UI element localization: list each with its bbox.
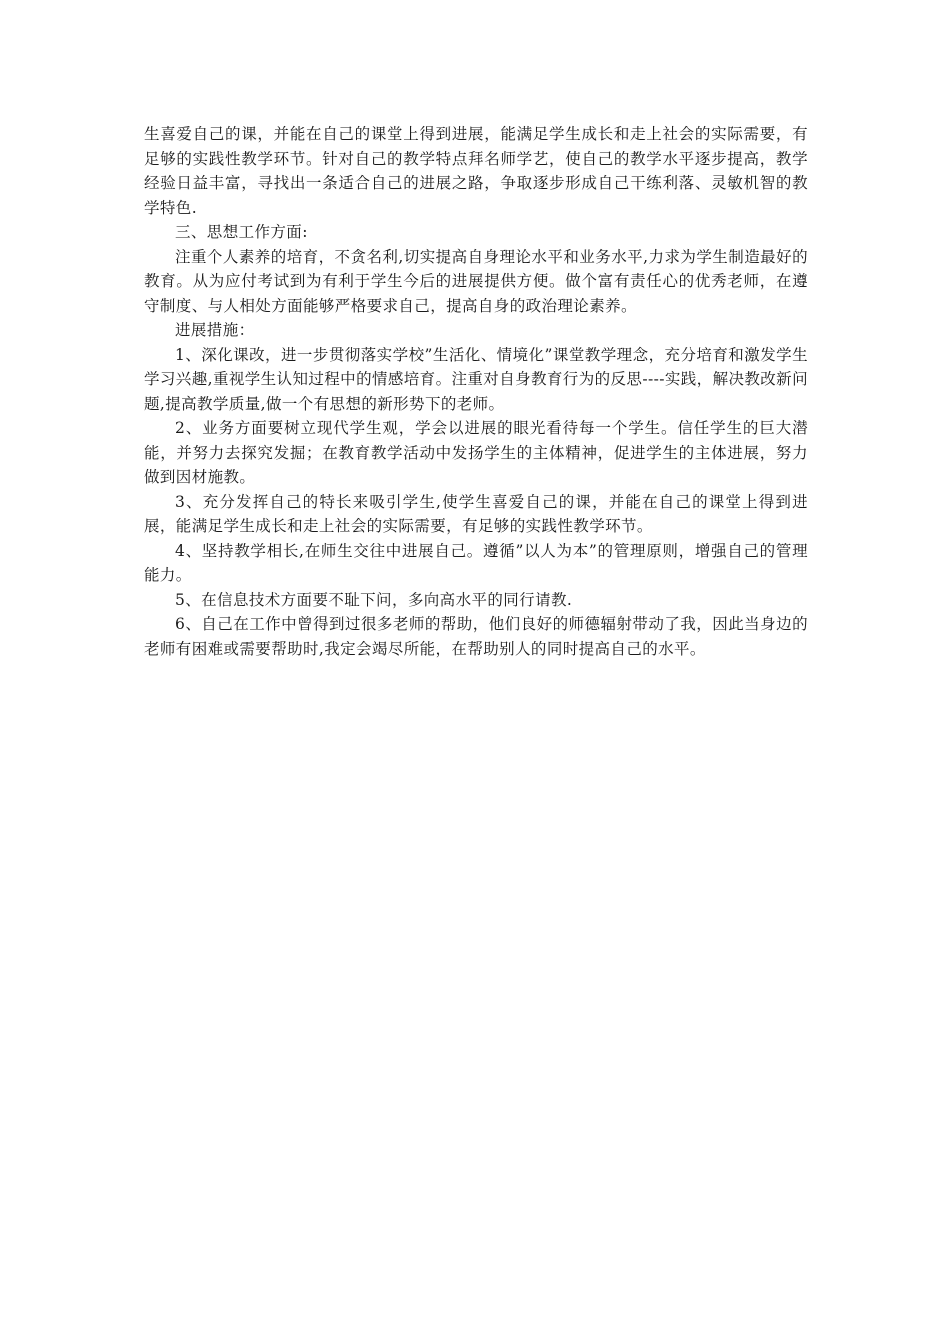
section-heading-ideology: 三、思想工作方面: (175, 223, 308, 241)
measure-item-5: 5、在信息技术方面要不耻下问，多向高水平的同行请教. (175, 590, 573, 609)
paragraph-continuation: 生喜爱自己的课，并能在自己的课堂上得到进展，能满足学生成长和走上社会的实际需要，有足够的实践性教学环节。针对自己的教学特点拜名师学艺，使自己的教学水平逐步提高，教学经验日益丰富，寻找出一条适合自己的进展之路，争取逐步形成自己干练利落、灵敏机智的教学特色. (144, 125, 808, 217)
measure-item-6: 6、自己在工作中曾得到过很多老师的帮助，他们良好的师德辐射带动了我，因此当身边的老师有困难或需要帮助时,我定会竭尽所能，在帮助别人的同时提高自己的水平。 (144, 615, 808, 658)
measure-item-4: 4、坚持教学相长,在师生交往中进展自己。遵循”以人为本”的管理原则，增强自己的管理能力。 (144, 541, 808, 584)
measure-item-3: 3、充分发挥自己的特长来吸引学生,使学生喜爱自己的课，并能在自己的课堂上得到进展，能满足学生成长和走上社会的实际需要，有足够的实践性教学环节。 (144, 492, 808, 535)
measure-item-1: 1、深化课改，进一步贯彻落实学校”生活化、情境化”课堂教学理念，充分培育和激发学生学习兴趣,重视学生认知过程中的情感培育。注重对自身教育行为的反思----实践，解决教改新问题,提高教学质量,做一个有思想的新形势下的老师。 (144, 345, 808, 413)
document-body (144, 122, 808, 661)
paragraph-ideology: 注重个人素养的培育，不贪名利,切实提高自身理论水平和业务水平,力求为学生制造最好的教育。从为应付考试到为有利于学生今后的进展提供方便。做个富有责任心的优秀老师，在遵守制度、与人相处方面能够严格要求自己，提高自身的政治理论素养。 (144, 247, 808, 315)
section-heading-measures: 进展措施： (175, 321, 255, 339)
measure-item-2: 2、业务方面要树立现代学生观，学会以进展的眼光看待每一个学生。信任学生的巨大潜能，并努力去探究发掘；在教育教学活动中发扬学生的主体精神，促进学生的主体进展，努力做到因材施教。 (144, 419, 808, 486)
